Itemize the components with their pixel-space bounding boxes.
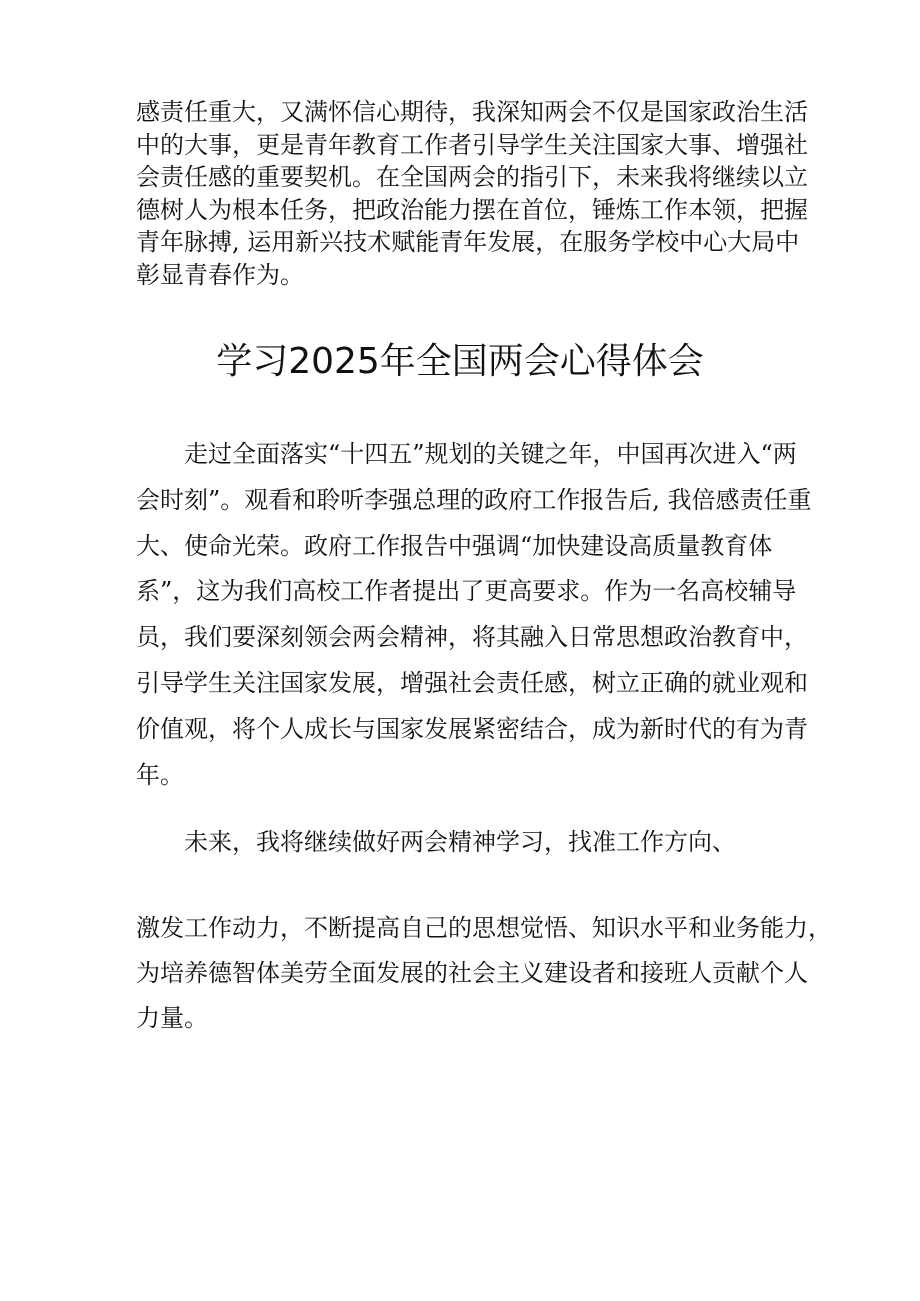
paragraph-line: 力量。 xyxy=(136,1004,208,1032)
paragraph-line: 激发工作动力，不断提高自己的思想觉悟、知识水平和业务能力， xyxy=(136,914,832,942)
paragraph-line: 大、使命光荣。政府工作报告中强调“加快建设高质量教育体 xyxy=(136,531,773,560)
paragraph-line: 彰显青春作为。 xyxy=(136,260,304,289)
paragraph-line: 德树人为根本任务，把政治能力摆在首位，锤炼工作本领，把握 xyxy=(136,195,808,224)
paragraph-line: 走过全面落实“十四五”规划的关键之年，中国再次进入“两 xyxy=(136,440,797,468)
paragraph-line: 感责任重大，又满怀信心期待，我深知两会不仅是国家政治生活 xyxy=(136,98,808,126)
paragraph-line: 系”，这为我们高校工作者提出了更高要求。作为一名高校辅导 xyxy=(136,577,797,606)
future-paragraph-start xyxy=(136,822,796,862)
paragraph-line: 中的大事，更是青年教育工作者引导学生关注国家大事、增强社 xyxy=(136,130,808,159)
future-paragraph-continuation xyxy=(136,906,832,1041)
document-title: 学习2025年全国两会心得体会 xyxy=(216,341,704,382)
main-paragraph xyxy=(136,432,812,798)
paragraph-line: 员，我们要深刻领会两会精神，将其融入日常思想政治教育中， xyxy=(136,623,808,652)
paragraph-line: 价值观，将个人成长与国家发展紧密结合，成为新时代的有为青 xyxy=(136,714,808,743)
paragraph-line: 为培养德智体美劳全面发展的社会主义建设者和接班人贡献个人 xyxy=(136,959,808,987)
paragraph-line: 年。 xyxy=(136,760,184,789)
paragraph-line: 会时刻”。观看和聆听李强总理的政府工作报告后, 我倍感责任重 xyxy=(136,485,812,514)
paragraph-line: 会责任感的重要契机。在全国两会的指引下，未来我将继续以立 xyxy=(136,163,808,191)
paragraph-line: 未来，我将继续做好两会精神学习，找准工作方向、 xyxy=(136,828,736,856)
paragraph-line: 青年脉搏, 运用新兴技术赋能青年发展，在服务学校中心大局中 xyxy=(136,228,800,256)
continuation-paragraph xyxy=(136,96,808,291)
paragraph-line: 引导学生关注国家发展，增强社会责任感，树立正确的就业观和 xyxy=(136,668,808,697)
